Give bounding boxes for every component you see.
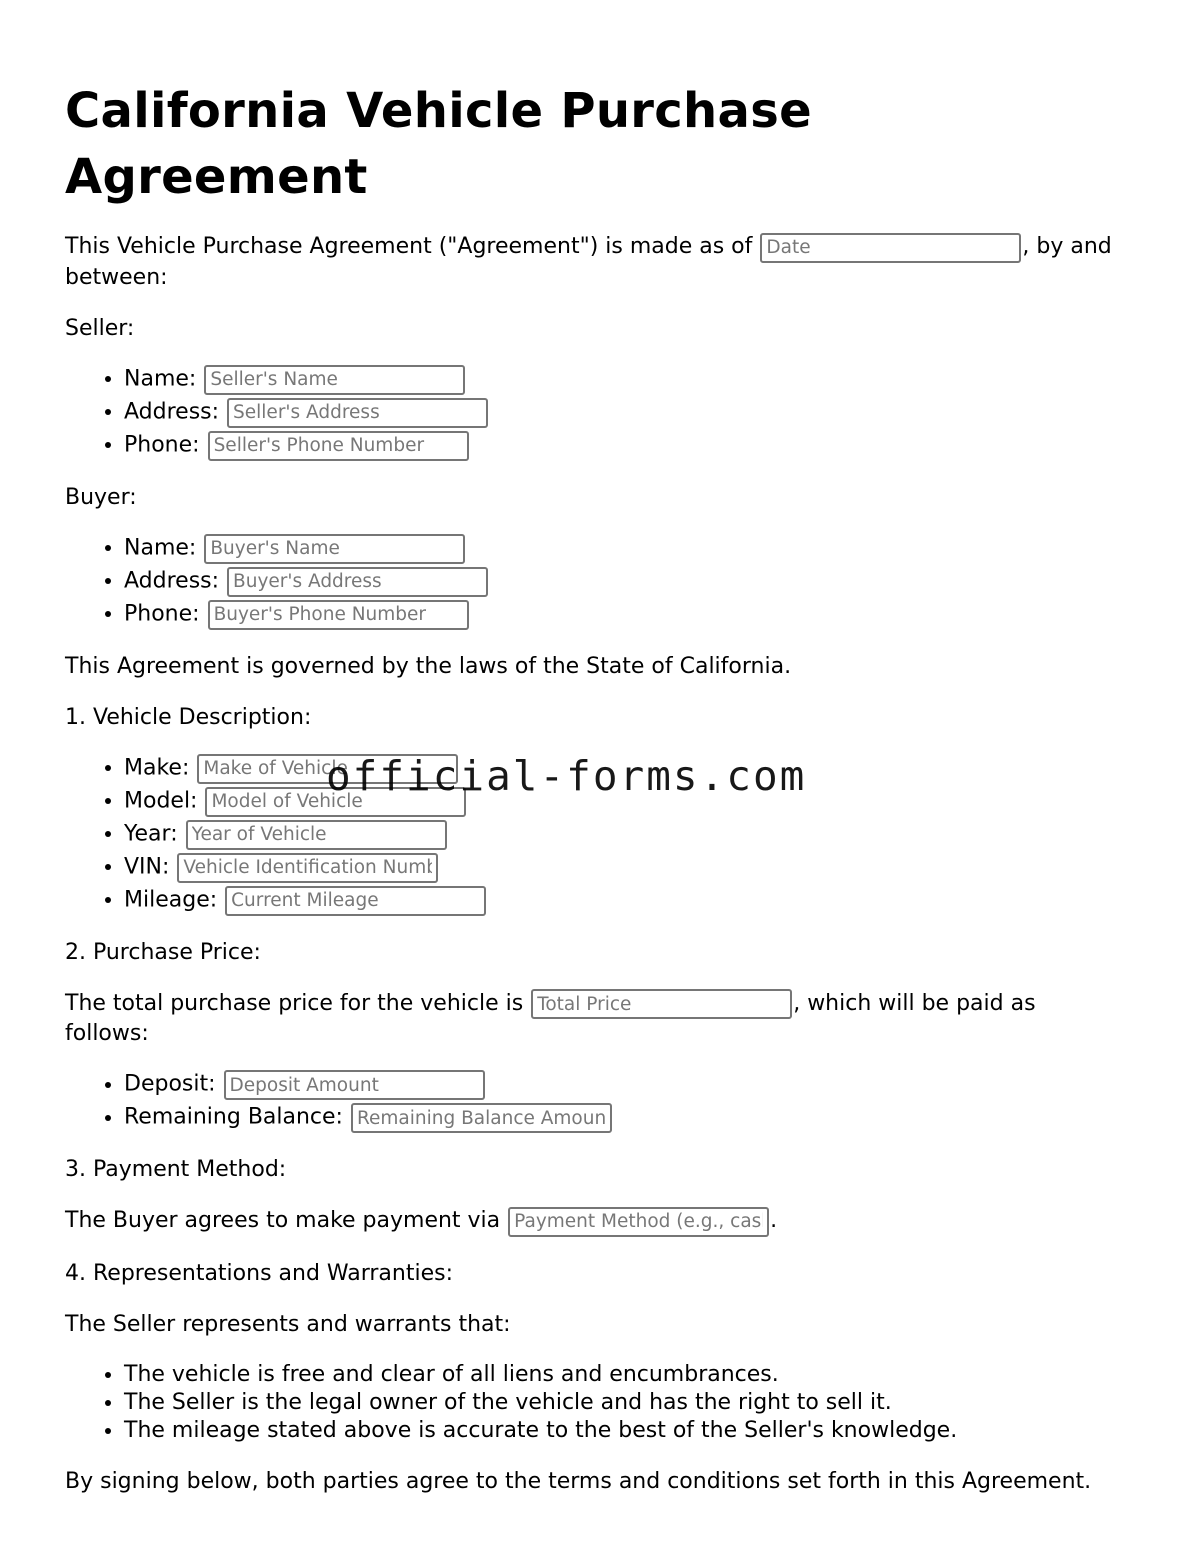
page-title: California Vehicle Purchase Agreement xyxy=(65,83,812,205)
buyer-phone-input[interactable] xyxy=(208,600,469,630)
list-item xyxy=(124,1070,1125,1100)
governing-law-text: This Agreement is governed by the laws of the State of California. xyxy=(65,653,792,679)
mileage-label: Mileage: xyxy=(124,887,218,912)
list-item xyxy=(124,431,1125,461)
vehicle-heading: 1. Vehicle Description: xyxy=(65,704,312,730)
price-text: The total purchase price for the vehicle is xyxy=(65,990,524,1016)
watermark: official-forms.com xyxy=(326,752,807,800)
seller-phone-label: Phone: xyxy=(124,432,200,457)
deposit-label: Deposit: xyxy=(124,1071,216,1097)
deposit-input[interactable] xyxy=(224,1070,485,1100)
buyer-heading: Buyer: xyxy=(65,484,137,510)
list-item: • The Seller is the legal owner of the vehicle and has the right to sell it. xyxy=(124,1389,1125,1417)
list-item xyxy=(124,398,1125,428)
payment-text: The Buyer agrees to make payment via xyxy=(65,1208,501,1233)
seller-list xyxy=(65,365,1125,461)
price-text-after: , which will be paid as follows: xyxy=(65,990,1036,1046)
list-item xyxy=(124,886,1125,916)
seller-name-input[interactable] xyxy=(204,365,465,395)
buyer-name-input[interactable] xyxy=(204,534,465,564)
intro-paragraph xyxy=(65,232,1125,292)
balance-input[interactable] xyxy=(351,1103,612,1133)
list-item: • The vehicle is free and clear of all liens and encumbrances. xyxy=(124,1361,1125,1389)
list-item xyxy=(124,365,1125,395)
warranties-heading: 4. Representations and Warranties: xyxy=(65,1260,454,1286)
balance-label: Remaining Balance: xyxy=(124,1104,343,1130)
warranties-list xyxy=(65,1361,1125,1445)
price-paragraph xyxy=(65,989,1125,1049)
list-item xyxy=(124,600,1125,630)
list-item: • The mileage stated above is accurate to the best of the Seller's knowledge. xyxy=(124,1417,1125,1445)
payment-heading: 3. Payment Method: xyxy=(65,1157,287,1182)
price-heading: 2. Purchase Price: xyxy=(65,939,261,965)
buyer-name-label: Name: xyxy=(124,535,197,560)
year-input[interactable] xyxy=(186,820,447,850)
buyer-address-label: Address: xyxy=(124,568,220,593)
list-item xyxy=(124,820,1125,850)
buyer-list xyxy=(65,534,1125,630)
list-item xyxy=(124,853,1125,883)
total-price-input[interactable] xyxy=(531,989,792,1019)
payment-method-input[interactable] xyxy=(508,1207,769,1237)
mileage-input[interactable] xyxy=(225,886,486,916)
list-item xyxy=(124,567,1125,597)
payment-paragraph xyxy=(65,1206,1125,1237)
price-list xyxy=(65,1070,1125,1133)
year-label: Year: xyxy=(124,821,178,846)
seller-name-label: Name: xyxy=(124,366,197,391)
buyer-phone-label: Phone: xyxy=(124,601,200,626)
seller-phone-input[interactable] xyxy=(208,431,469,461)
list-item xyxy=(124,1103,1125,1133)
seller-address-input[interactable] xyxy=(227,398,488,428)
vin-label: VIN: xyxy=(124,854,170,879)
vin-input[interactable] xyxy=(177,853,438,883)
seller-heading: Seller: xyxy=(65,315,135,341)
date-input[interactable] xyxy=(760,233,1021,263)
seller-address-label: Address: xyxy=(124,399,220,424)
warranties-intro: The Seller represents and warrants that: xyxy=(65,1311,511,1337)
model-label: Model: xyxy=(124,788,198,813)
buyer-address-input[interactable] xyxy=(227,567,488,597)
make-label: Make: xyxy=(124,755,190,780)
intro-text-after: , by and between: xyxy=(65,234,1112,290)
payment-text-after: . xyxy=(770,1208,778,1233)
closing-text: By signing below, both parties agree to the terms and conditions set forth in this Agreement. xyxy=(65,1468,1092,1494)
intro-text: This Vehicle Purchase Agreement ("Agreement") is made as of xyxy=(65,234,753,259)
list-item xyxy=(124,534,1125,564)
